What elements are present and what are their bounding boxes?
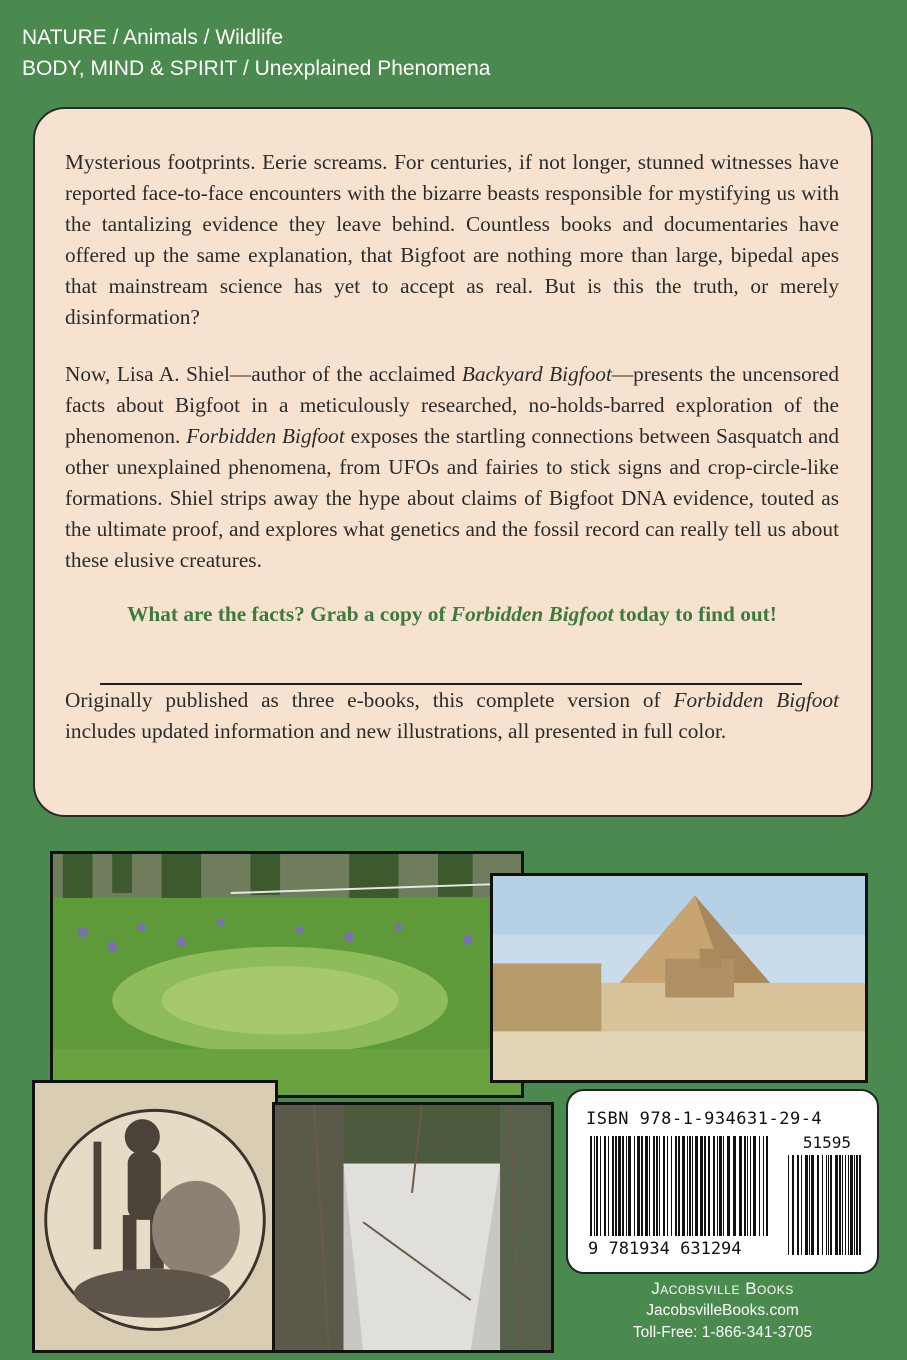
barcode-bar [671, 1136, 672, 1236]
addon-bar [817, 1155, 819, 1255]
barcode-bar [608, 1136, 609, 1236]
barcode-bar [653, 1136, 655, 1236]
barcode-bar [747, 1136, 748, 1236]
barcode-bar [753, 1136, 756, 1236]
p2-book-title-forbidden: Forbidden Bigfoot [186, 424, 345, 448]
p2-text-e: exposes the startling connections between Sasquatch and other unexplained phenomena, from UFOs and fairies to stick signs and crop-circle-like formations. Shiel strips away the hype about claims of Bigfoot DNA evidence, touted as the ultimate proof, and explores what genetics and the fossil record can really tell us about these elusive creatures. [65, 424, 839, 572]
cta-book-title: Forbidden Bigfoot [450, 602, 614, 626]
addon-bar [845, 1155, 846, 1255]
barcode-bar [675, 1136, 677, 1236]
barcode-bar [700, 1136, 703, 1236]
barcode-bar [704, 1136, 706, 1236]
barcode-bar [759, 1136, 760, 1236]
addon-bar [854, 1155, 855, 1255]
photo-grass-formation [50, 851, 524, 1098]
barcode-bar [612, 1136, 614, 1236]
cta-text-a: What are the facts? Grab a copy of [127, 602, 451, 626]
category-line-2: BODY, MIND & SPIRIT / Unexplained Phenomena [22, 57, 491, 80]
photo-pyramid-sphinx [490, 873, 868, 1083]
category-line-1: NATURE / Animals / Wildlife [22, 26, 283, 49]
barcode-bar [682, 1136, 685, 1236]
addon-bar [835, 1155, 838, 1255]
note-text-c: includes updated information and new illustrations, all presented in full color. [65, 719, 727, 743]
barcode-bar [615, 1136, 617, 1236]
barcode-bar [622, 1136, 624, 1236]
addon-bar [797, 1155, 799, 1255]
cta-text-c: today to find out! [613, 602, 777, 626]
addon-bar [842, 1155, 843, 1255]
barcode-bar [687, 1136, 688, 1236]
barcode-bar [596, 1136, 598, 1236]
barcode-bar [590, 1136, 592, 1236]
divider-line [100, 683, 802, 685]
addon-bar [822, 1155, 823, 1255]
edition-note [65, 685, 839, 747]
barcode-bar [600, 1136, 601, 1236]
addon-bar [809, 1155, 810, 1255]
barcode-bar [713, 1136, 715, 1236]
ean-digits: 9 781934 631294 [588, 1239, 742, 1259]
barcode-bar [766, 1136, 768, 1236]
barcode-bar [678, 1136, 680, 1236]
barcode-bar [634, 1136, 635, 1236]
addon-bar [792, 1155, 794, 1255]
barcode-bar [663, 1136, 665, 1236]
barcode-bar [708, 1136, 710, 1236]
barcode-bar [637, 1136, 640, 1236]
isbn-text: ISBN 978-1-934631-29-4 [586, 1109, 823, 1129]
addon-bar [788, 1155, 789, 1255]
price-addon: 51595 [802, 1133, 851, 1152]
barcode-bar [649, 1136, 650, 1236]
barcode-bar [641, 1136, 643, 1236]
barcode-bar [628, 1136, 631, 1236]
barcode-bar [733, 1136, 736, 1236]
barcode-bar [750, 1136, 751, 1236]
barcode-bar [626, 1136, 627, 1236]
addon-bar [826, 1155, 827, 1255]
addon-bar [811, 1155, 814, 1255]
barcode-bar [739, 1136, 742, 1236]
barcode-bar [659, 1136, 660, 1236]
addon-bar [859, 1155, 861, 1255]
addon-bar [828, 1155, 829, 1255]
addon-bar [839, 1155, 841, 1255]
barcode-bar [723, 1136, 724, 1236]
blurb-paragraph-2 [65, 359, 839, 576]
addon-bar [848, 1155, 849, 1255]
p2-text-c: —presents the uncensored facts about Bigfoot in a meticulously researched, no-holds-barred exploration of the phenomenon. [65, 362, 839, 448]
note-book-title: Forbidden Bigfoot [673, 688, 839, 712]
barcode-bar [695, 1136, 698, 1236]
barcode-bar [744, 1136, 746, 1236]
barcode-bar [667, 1136, 668, 1236]
category-list [22, 22, 490, 84]
publisher-name: Jacobsville Books [651, 1279, 794, 1298]
note-text-a: Originally published as three e-books, this complete version of [65, 688, 674, 712]
addon-bar [856, 1155, 858, 1255]
call-to-action [65, 602, 839, 627]
addon-bar [801, 1155, 802, 1255]
barcode-bar [618, 1136, 621, 1236]
barcode-bar [689, 1136, 691, 1236]
publisher-info [566, 1278, 879, 1344]
p2-book-title-backyard: Backyard Bigfoot [461, 362, 612, 386]
addon-bar [850, 1155, 853, 1255]
addon-bar [805, 1155, 808, 1255]
barcode-bar [692, 1136, 693, 1236]
blurb-paragraph-1: Mysterious footprints. Eerie screams. For centuries, if not longer, stunned witnesses have reported face-to-face encounters with the bizarre beasts responsible for mystifying us with the tantalizing evidence they leave behind. Countless books and documentaries have offered up the same explanation, that Bigfoot are nothing more than large, bipedal apes that mainstream science has yet to accept as real. But is this the truth, or merely disinformation? [65, 150, 839, 329]
blurb-panel [33, 107, 873, 817]
publisher-website: JacobsvilleBooks.com [646, 1302, 799, 1319]
publisher-phone: Toll-Free: 1-866-341-3705 [632, 1324, 813, 1341]
barcode-bar [645, 1136, 648, 1236]
barcode-bar [727, 1136, 730, 1236]
addon-bar [830, 1155, 832, 1255]
barcode-bar [717, 1136, 718, 1236]
barcode-bar [656, 1136, 658, 1236]
isbn-barcode [566, 1089, 879, 1274]
barcode-bar [763, 1136, 764, 1236]
p2-text-a: Now, Lisa A. Shiel—author of the acclaimed [65, 362, 462, 386]
barcode-bar [594, 1136, 595, 1236]
photo-wild-man-engraving [32, 1080, 278, 1353]
barcode-bar [719, 1136, 722, 1236]
barcode-bar [604, 1136, 606, 1236]
photo-forest-snow [272, 1102, 554, 1353]
